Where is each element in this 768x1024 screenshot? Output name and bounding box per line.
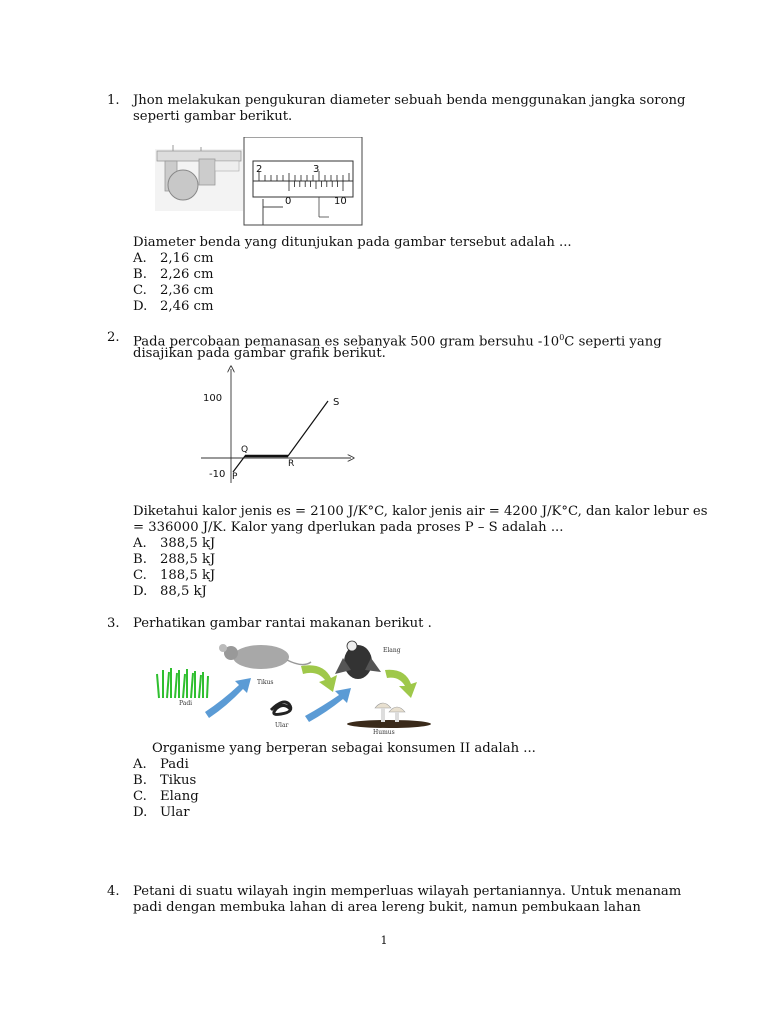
page-number: 1 <box>380 934 388 947</box>
q2-info-line2: = 336000 J/K. Kalor yang dperlukan pada proses P – S adalah ... <box>133 520 564 535</box>
humus-mushroom-icon <box>347 703 431 728</box>
q3-option-b-letter: B. <box>133 773 147 788</box>
graph-label-minus10: -10 <box>209 469 226 480</box>
q3-stem: Perhatikan gambar rantai makanan berikut . <box>133 616 432 631</box>
q3-option-c[interactable] <box>133 789 199 805</box>
q1-option-c-text: 2,36 cm <box>160 283 214 298</box>
graph-curve <box>233 401 328 472</box>
graph-label-p: P <box>232 472 238 482</box>
q1-option-c[interactable] <box>133 283 213 299</box>
food-chain-figure <box>153 640 438 735</box>
label-tikus: Tikus <box>257 679 274 686</box>
q1-option-b[interactable] <box>133 267 213 283</box>
q1-option-b-text: 2,26 cm <box>160 267 214 282</box>
q2-option-d-text: 88,5 kJ <box>160 584 207 599</box>
q3-option-d-letter: D. <box>133 805 148 820</box>
q2-stem-line1-b: C seperti yang <box>564 334 662 350</box>
q2-info-line1: Diketahui kalor jenis es = 2100 J/K°C, kalor jenis air = 4200 J/K°C, dan kalor lebur es <box>133 504 708 519</box>
q2-option-c[interactable] <box>133 568 215 584</box>
q1-option-a-text: 2,16 cm <box>160 251 214 266</box>
heating-graph <box>195 365 360 490</box>
q3-number: 3. <box>107 616 120 631</box>
q2-option-b-text: 288,5 kJ <box>160 552 216 567</box>
arrow-ular-to-elang-icon <box>305 688 351 722</box>
q2-number: 2. <box>107 330 120 345</box>
caliper-main-label-3: 3 <box>313 164 320 175</box>
q3-option-a[interactable] <box>133 757 189 773</box>
graph-label-s: S <box>333 397 340 408</box>
graph-label-100: 100 <box>203 393 223 404</box>
arrow-tikus-to-ular-icon <box>301 665 337 692</box>
q1-option-d-text: 2,46 cm <box>160 299 214 314</box>
q2-option-b-letter: B. <box>133 552 147 567</box>
arrow-padi-to-tikus-icon <box>205 678 251 718</box>
q1-stem-line2: seperti gambar berikut. <box>133 109 293 124</box>
q1-option-c-letter: C. <box>133 283 147 298</box>
q1-stem-line1: Jhon melakukan pengukuran diameter sebuah benda menggunakan jangka sorong <box>133 93 686 108</box>
q3-option-a-text: Padi <box>160 757 189 772</box>
arrow-elang-to-humus-icon <box>385 670 417 698</box>
graph-label-q: Q <box>241 445 249 455</box>
graph-label-r: R <box>288 459 295 469</box>
q3-option-c-text: Elang <box>160 789 199 804</box>
q2-option-c-letter: C. <box>133 568 147 583</box>
q2-option-d-letter: D. <box>133 584 148 599</box>
q3-option-b-text: Tikus <box>160 773 197 788</box>
q2-option-a-text: 388,5 kJ <box>160 536 216 551</box>
q4-number: 4. <box>107 884 120 899</box>
q1-option-d-letter: D. <box>133 299 148 314</box>
label-humus: Humus <box>373 729 395 735</box>
q2-stem-line1-a: Pada percobaan pemanasan es sebanyak 500 gram bersuhu -10 <box>133 334 560 350</box>
q2-stem-line2: disajikan pada gambar grafik berikut. <box>133 346 386 361</box>
q3-question: Organisme yang berperan sebagai konsumen II adalah ... <box>152 741 536 756</box>
q3-option-a-letter: A. <box>133 757 147 772</box>
q2-option-a-letter: A. <box>133 536 147 551</box>
q2-option-b[interactable] <box>133 552 215 568</box>
label-ular: Ular <box>275 722 289 729</box>
q1-question: Diameter benda yang ditunjukan pada gambar tersebut adalah ... <box>133 235 572 250</box>
q1-option-d[interactable] <box>133 299 213 315</box>
q4-line1: Petani di suatu wilayah ingin memperluas wilayah pertaniannya. Untuk menanam <box>133 884 682 899</box>
q1-number: 1. <box>107 93 120 108</box>
vernier-caliper-figure <box>153 137 363 227</box>
q1-option-b-letter: B. <box>133 267 147 282</box>
tikus-mouse-icon <box>219 644 311 669</box>
caliper-vernier-label-10: 10 <box>334 196 347 207</box>
q3-option-c-letter: C. <box>133 789 147 804</box>
q3-option-d-text: Ular <box>160 805 190 820</box>
padi-grass-icon <box>157 668 208 698</box>
label-padi: Padi <box>179 700 193 707</box>
q2-option-c-text: 188,5 kJ <box>160 568 216 583</box>
q3-option-d[interactable] <box>133 805 190 821</box>
caliper-main-label-2: 2 <box>256 164 263 175</box>
caliper-vernier-label-0: 0 <box>285 196 292 207</box>
ular-snake-icon <box>271 702 291 714</box>
q4-line2: padi dengan membuka lahan di area lereng bukit, namun pembukaan lahan <box>133 900 641 915</box>
q3-option-b[interactable] <box>133 773 196 789</box>
elang-eagle-icon <box>335 641 381 679</box>
q2-option-a[interactable] <box>133 536 215 552</box>
q1-option-a[interactable] <box>133 251 213 267</box>
q2-option-d[interactable] <box>133 584 207 600</box>
q1-option-a-letter: A. <box>133 251 147 266</box>
q2-stem-degree-sup: 0 <box>559 333 565 342</box>
label-elang: Elang <box>383 647 401 654</box>
